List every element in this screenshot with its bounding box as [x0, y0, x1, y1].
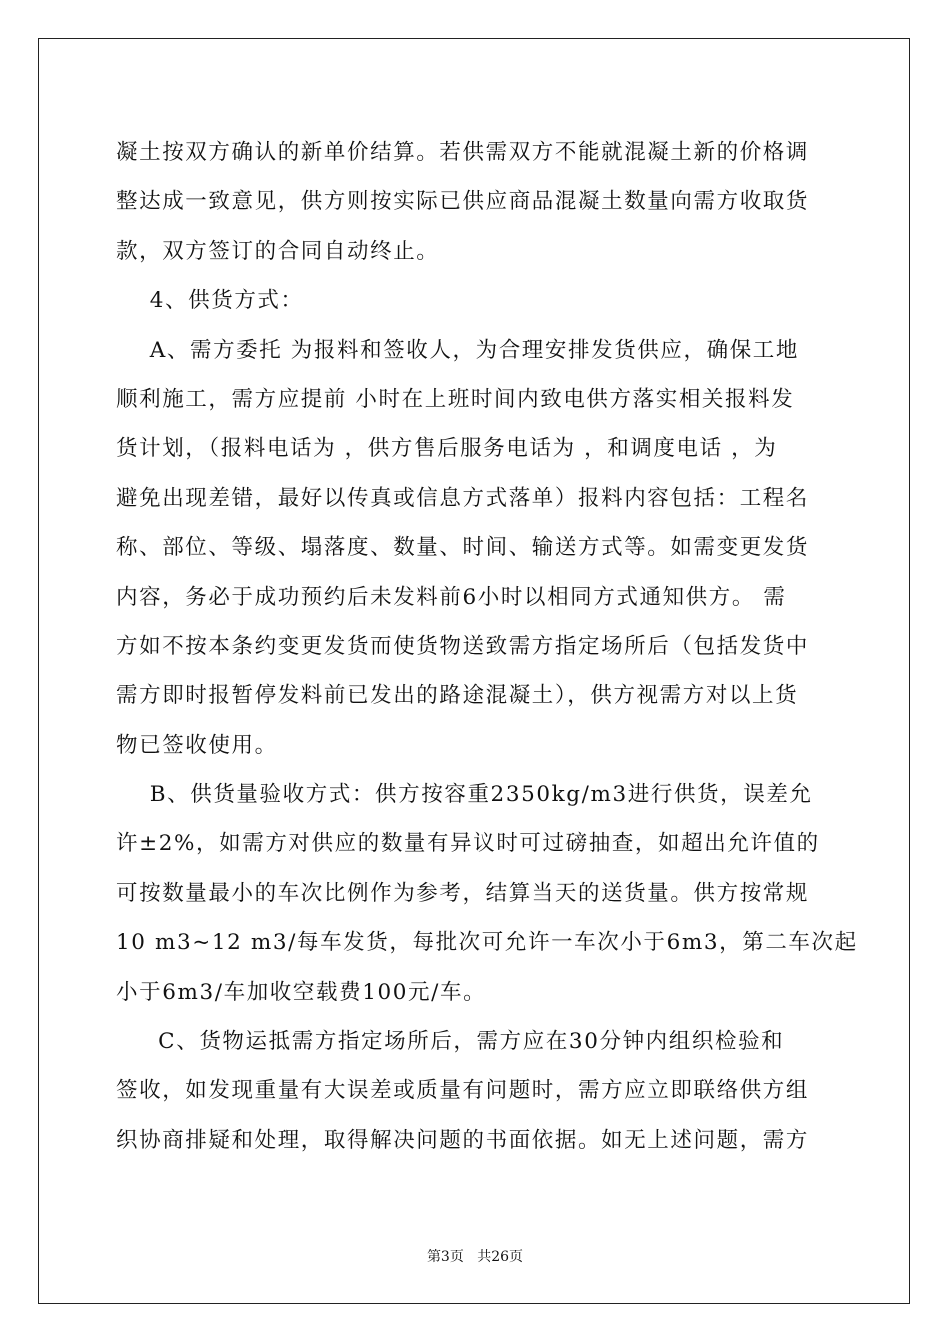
- text-line: 称、部位、等级、塌落度、数量、时间、输送方式等。如需变更发货: [116, 535, 810, 561]
- text-line: 方如不按本条约变更发货而使货物送致需方指定场所后（包括发货中: [116, 633, 810, 659]
- text-line: 整达成一致意见，供方则按实际已供应商品混凝土数量向需方收取货: [116, 189, 810, 215]
- text-line: 内容，务必于成功预约后未发料前6小时以相同方式通知供方。 需: [116, 584, 787, 610]
- text-line: 织协商排疑和处理，取得解决问题的书面依据。如无上述问题，需方: [116, 1127, 810, 1153]
- text-line: C、货物运抵需方指定场所后，需方应在30分钟内组织检验和: [116, 1029, 785, 1055]
- text-line: A、需方委托 为报料和签收人，为合理安排发货供应，确保工地: [116, 337, 800, 363]
- text-line: 许±2%，如需方对供应的数量有异议时可过磅抽查，如超出允许值的: [116, 831, 820, 857]
- text-line: B、供货量验收方式：供方按容重2350kg/m3进行供货，误差允: [116, 782, 813, 808]
- text-line: 物已签收使用。: [116, 732, 278, 758]
- text-line: 顺利施工，需方应提前 小时在上班时间内致电供方落实相关报料发: [116, 386, 795, 412]
- text-line: 4、供货方式：: [116, 288, 304, 314]
- text-line: 货计划，（报料电话为 ，供方售后服务电话为 ，和调度电话 ，为: [116, 436, 778, 462]
- total-pages: 共26页: [477, 1249, 524, 1265]
- text-line: 款，双方签订的合同自动终止。: [116, 238, 440, 264]
- text-line: 签收，如发现重量有大误差或质量有问题时，需方应立即联络供方组: [116, 1078, 810, 1104]
- text-line: 10 m3~12 m3/每车发货，每批次可允许一车次小于6m3，第二车次起: [116, 930, 858, 956]
- page-number: 第3页: [426, 1249, 464, 1265]
- text-line: 可按数量最小的车次比例作为参考，结算当天的送货量。供方按常规: [116, 880, 810, 906]
- page-footer: [0, 1246, 950, 1266]
- document-body: [116, 128, 858, 1165]
- text-line: 凝土按双方确认的新单价结算。若供需双方不能就混凝土新的价格调: [116, 140, 810, 165]
- text-line: 避免出现差错，最好以传真或信息方式落单）报料内容包括：工程名: [116, 485, 810, 511]
- text-line: 小于6m3/车加收空载费100元/车。: [116, 979, 487, 1005]
- text-line: 需方即时报暂停发料前已发出的路途混凝土），供方视需方对以上货: [116, 683, 799, 709]
